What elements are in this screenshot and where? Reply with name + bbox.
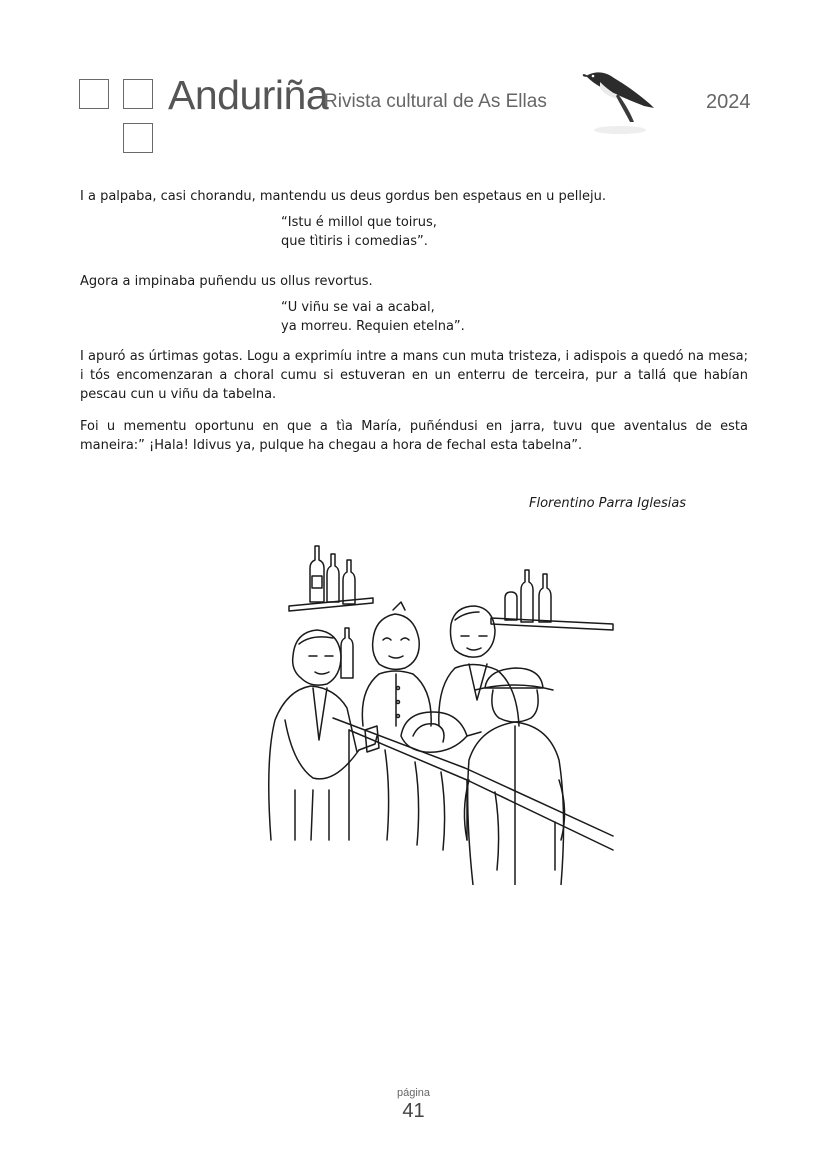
decorative-square xyxy=(79,79,109,109)
verse-line: “Istu é millol que toirus, xyxy=(281,215,437,230)
magazine-subtitle: Rivista cultural de As Ellas xyxy=(324,91,547,112)
author-signature: Florentino Parra Iglesias xyxy=(529,496,687,511)
verse-line: que tìtiris i comedias”. xyxy=(281,234,428,249)
tavern-illustration xyxy=(255,540,615,890)
page-label: página xyxy=(396,1087,431,1099)
swallow-bird-icon xyxy=(580,64,658,141)
page-number: 41 xyxy=(402,1100,425,1122)
issue-year: 2024 xyxy=(706,91,751,113)
decorative-square xyxy=(123,123,153,153)
paragraph-3: I apuró as úrtimas gotas. Logu a exprimíu intre a mans cun muta tristeza, i adispois a quedó na mesa; i tós encomenzaran a choral cumu si estuveran en un enterru de terceira, pur a tallá que habían pescau cun u viñu da tabelna. xyxy=(80,349,748,402)
verse-line: ya morreu. Requien etelna”. xyxy=(281,319,465,334)
verse-1 xyxy=(281,213,437,251)
paragraph-2: Agora a impinaba puñendu us ollus revortus. xyxy=(80,274,373,289)
decorative-square xyxy=(123,79,153,109)
verse-line: “U viñu se vai a acabal, xyxy=(281,300,435,315)
paragraph-4: Foi u mementu oportunu en que a tìa María, puñéndusi en jarra, tuvu que aventalus de esta maneira:” ¡Hala! Idivus ya, pulque ha chegau a hora de fechal esta tabelna”. xyxy=(80,419,748,453)
verse-2 xyxy=(281,298,465,336)
paragraph-1: I a palpaba, casi chorandu, mantendu us deus gordus ben espetaus en u pelleju. xyxy=(80,189,607,204)
magazine-title: Anduriña xyxy=(168,72,329,118)
